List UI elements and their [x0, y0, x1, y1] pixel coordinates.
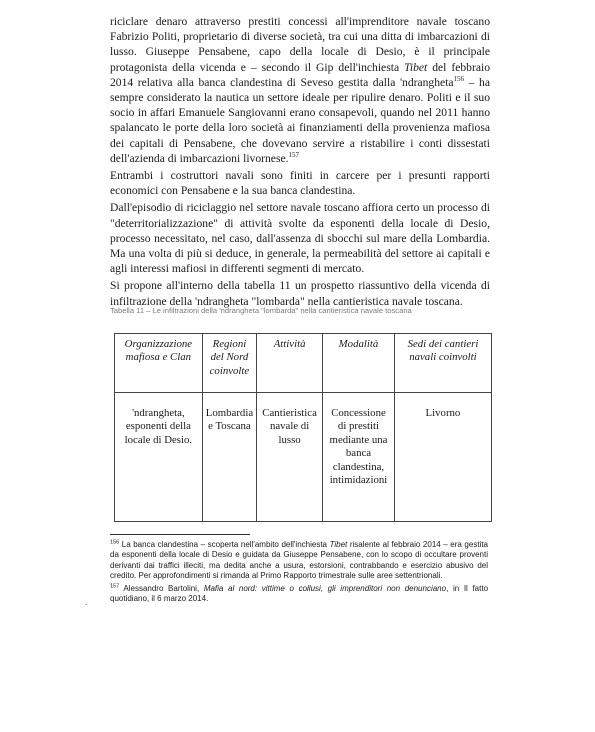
paragraph-3: Dall'episodio di riciclaggio nel settore navale toscano affiora certo un processo di "deterritorializzazione" di attività svolte da esponenti della locale di Desio, processo necessitato, nel caso, dall'assenza di sbocchi sul mare della Lombardia. Ma una volta di più si deduce, in generale, la permeabilità del settore ai capitali e agli interessi mafiosi in differenti segmenti di mercato. [110, 201, 490, 276]
header-cell-regions: Regioni del Nord coinvolte [202, 334, 256, 393]
footnote-text: risalente al febbraio 2014 – era gestita da esponenti della locale di Desio e guidata da Giuseppe Pensabene, con lo scopo di occultare proventi derivanti dai traffici illeciti, ma dedita anche a usura, estorsioni, contrabbando e esercizio abusivo del credito. Per approfondimenti si rimanda al Primo Rapporto trimestrale sulle aree settentrionali. [110, 540, 488, 581]
footnote-italic: Mafia al nord: vittime o collusi, gli imprenditori non denunciano [203, 583, 447, 593]
margin-mark: . [85, 597, 88, 607]
footnote-ref-156[interactable]: 156 [453, 74, 465, 83]
paragraph-1-part-a: riciclare denaro attraverso prestiti concessi all'imprenditore navale toscano Fabrizio Politi, proprietario di diverse società, tra cui una ditta di imbarcazioni di lusso. Giuseppe Pensabene, capo della locale di Desio, è il principale protagonista della vicenda e – secondo il Gip dell'inchiesta [110, 15, 490, 74]
paragraph-4: Si propone all'interno della tabella 11 un prospetto riassuntivo della vicenda di infiltrazione della 'ndrangheta "lombarda" nella cantieristica navale toscana. [110, 279, 490, 308]
table-header-row [115, 334, 492, 393]
footnote-number: 157 [110, 582, 120, 589]
footnote-157 [110, 584, 488, 605]
body-text [110, 14, 490, 311]
header-cell-modality: Modalità [323, 334, 395, 393]
footnote-ref-157[interactable]: 157 [288, 150, 299, 159]
table-cell: Lombardia e Toscana [202, 393, 256, 522]
footnote-156 [110, 540, 488, 582]
footnote-text: Alessandro Bartolini, [119, 583, 204, 593]
footnote-number: 156 [110, 539, 120, 546]
header-cell-organization: Organizzazione mafiosa e Clan [115, 334, 203, 393]
header-cell-shipyards: Sedi dei cantieri navali coinvolti [394, 334, 491, 393]
table-cell: Concessione di prestiti mediante una banca clandestina, intimidazioni [323, 393, 395, 522]
table-cell: Livorno [394, 393, 491, 522]
table-11 [114, 333, 492, 522]
inquiry-name-tibet: Tibet [404, 60, 428, 74]
footnote-italic: Tibet [329, 540, 348, 549]
paragraph-1-part-c: – ha sempre considerato la nautica un settore ideale per ripulire denaro. Politi e il suo socio in affari Emanuele Sangiovanni erano consapevoli, quando nel 2011 hanno spalancato le porte della loro società ai finanziamenti della provenienza mafiosa dei capitali di Pensabene, che dovevano servire a ristabilire i conti dissestati dell'azienda di imbarcazioni livornese. [110, 75, 490, 165]
paragraph-1-part-b: del febbraio 2014 relativa alla banca clandestina di Seveso gestita dalla 'ndrangheta [110, 60, 490, 89]
header-cell-activity: Attività [257, 334, 323, 393]
footnote-divider [110, 534, 250, 535]
footnote-text: La banca clandestina – scoperta nell'ambito dell'inchiesta [119, 540, 330, 549]
table-row [115, 393, 492, 522]
table-cell: 'ndrangheta, esponenti della locale di Desio. [115, 393, 203, 522]
table-caption: Tabella 11 – Le infiltrazioni della 'ndrangheta "lombarda" nella cantieristica navale toscana [110, 306, 412, 315]
footnote-text: , in Il fatto quotidiano, il 6 marzo 2014. [110, 583, 489, 604]
paragraph-2: Entrambi i costruttori navali sono finiti in carcere per i presunti rapporti economici con Pensabene e la sua banca clandestina. [110, 169, 490, 198]
table-cell: Cantieristica navale di lusso [257, 393, 323, 522]
footnotes [110, 540, 488, 606]
paragraph-1 [110, 14, 490, 166]
